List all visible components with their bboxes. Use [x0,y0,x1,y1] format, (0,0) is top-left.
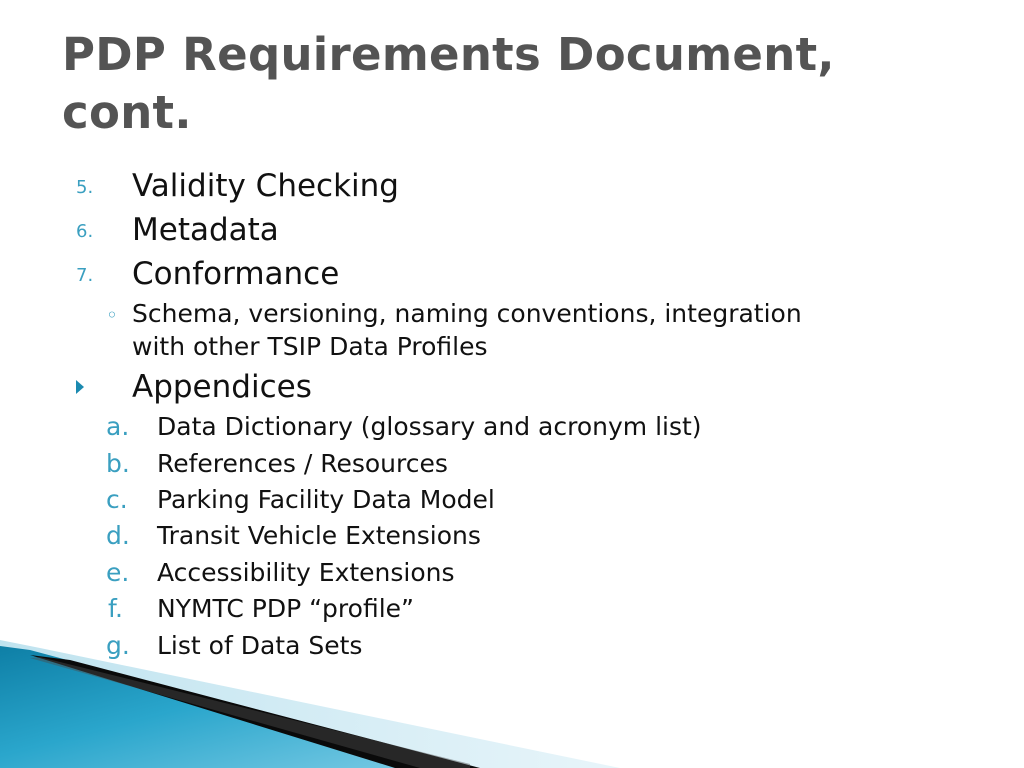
slide-title: PDP Requirements Document, cont. [62,28,835,139]
appendix-marker-d: d. [106,521,130,550]
appendix-item-e: Accessibility Extensions [157,558,455,587]
list-item-conformance: Conformance [132,256,340,292]
decorative-swoosh [0,600,1024,768]
list-number-7: 7. [76,265,94,286]
appendix-marker-a: a. [106,412,130,441]
appendix-item-b: References / Resources [157,449,448,478]
appendix-item-g: List of Data Sets [157,631,363,660]
sub-bullet-marker: ◦ [106,303,118,327]
arrow-bullet-icon [76,380,84,394]
appendix-marker-g: g. [106,631,130,660]
appendix-marker-f: f. [108,594,123,623]
appendix-item-c: Parking Facility Data Model [157,485,495,514]
sub-bullet-line-2: with other TSIP Data Profiles [132,332,488,361]
appendix-marker-e: e. [106,558,130,587]
appendix-marker-b: b. [106,449,130,478]
appendices-heading: Appendices [132,369,312,405]
list-number-6: 6. [76,221,94,242]
list-item-validity-checking: Validity Checking [132,168,399,204]
appendix-item-d: Transit Vehicle Extensions [157,521,481,550]
list-number-5: 5. [76,177,94,198]
appendix-item-f: NYMTC PDP “profile” [157,594,414,623]
sub-bullet-line-1: Schema, versioning, naming conventions, integration [132,299,802,328]
appendix-item-a: Data Dictionary (glossary and acronym list) [157,412,702,441]
list-item-metadata: Metadata [132,212,279,248]
appendix-marker-c: c. [106,485,128,514]
